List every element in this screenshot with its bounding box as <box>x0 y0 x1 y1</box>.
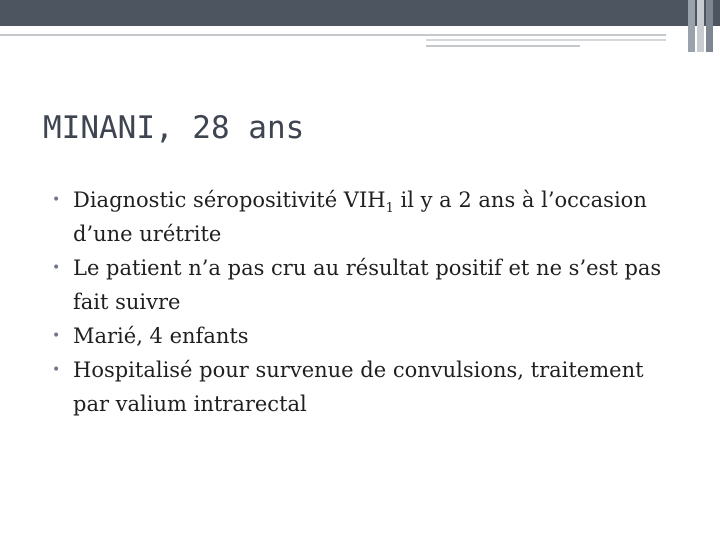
subscript: 1 <box>385 201 394 217</box>
bullet-text: Marié, 4 enfants <box>73 324 249 348</box>
bullet-icon: • <box>52 260 61 276</box>
bullet-text-rest: il y a 2 ans à l’occasion d’une urétrite <box>73 188 647 246</box>
bullet-item <box>48 353 688 421</box>
bullet-item <box>48 251 688 319</box>
decor-line <box>426 39 666 41</box>
bullet-text <box>73 183 663 251</box>
decor-line <box>426 45 580 47</box>
slide-title: MINANI, 28 ans <box>43 110 305 146</box>
corner-block <box>688 0 695 52</box>
bullet-icon: • <box>52 328 61 344</box>
bullet-item <box>48 183 688 251</box>
bullet-list <box>48 183 688 421</box>
corner-block <box>706 0 713 52</box>
decor-line <box>0 34 666 36</box>
bullet-text: Hospitalisé pour survenue de convulsions, traitement par valium intrarectal <box>73 358 644 416</box>
corner-decor-blocks <box>686 0 720 52</box>
bullet-text: Le patient n’a pas cru au résultat positif et ne s’est pas fait suivre <box>73 256 662 314</box>
bullet-icon: • <box>52 362 61 378</box>
corner-block <box>697 0 704 52</box>
top-decor-band <box>0 0 720 26</box>
bullet-text-main: Diagnostic séropositivité VIH <box>73 188 386 212</box>
bullet-icon: • <box>52 192 61 208</box>
bullet-item <box>48 319 688 353</box>
